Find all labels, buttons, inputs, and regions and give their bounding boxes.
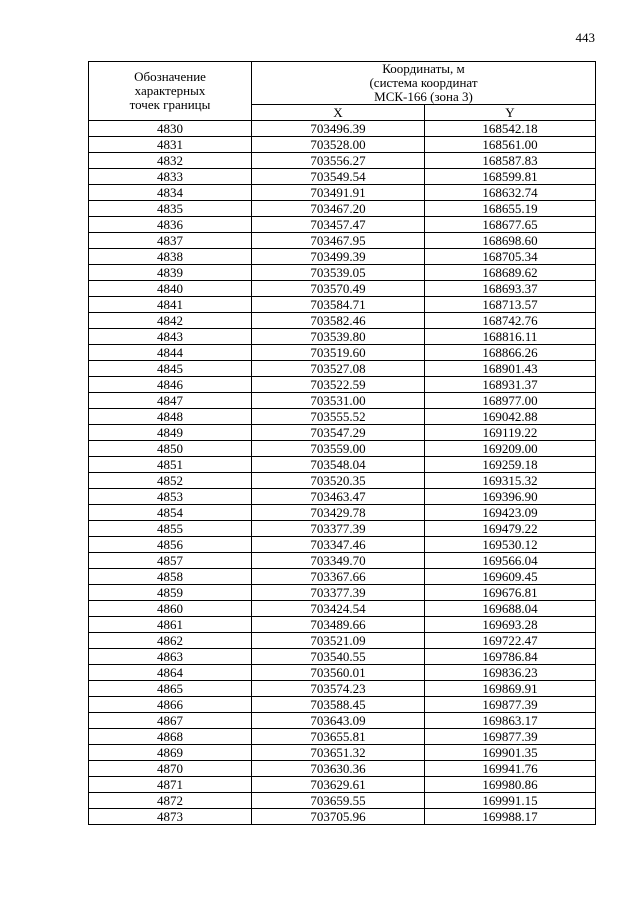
x-coordinate-cell: 703659.55 [252, 793, 425, 809]
point-id-cell: 4830 [89, 121, 252, 137]
y-coordinate-cell: 168677.65 [425, 217, 596, 233]
x-coordinate-cell: 703527.08 [252, 361, 425, 377]
table-row [89, 121, 596, 137]
point-id-cell: 4833 [89, 169, 252, 185]
y-coordinate-cell: 169988.17 [425, 809, 596, 825]
point-id-cell: 4849 [89, 425, 252, 441]
table-row [89, 809, 596, 825]
x-coordinate-cell: 703347.46 [252, 537, 425, 553]
point-id-cell: 4842 [89, 313, 252, 329]
x-coordinate-cell: 703521.09 [252, 633, 425, 649]
x-coordinate-cell: 703467.95 [252, 233, 425, 249]
point-id-cell: 4859 [89, 585, 252, 601]
x-coordinate-cell: 703424.54 [252, 601, 425, 617]
table-row [89, 601, 596, 617]
y-coordinate-cell: 169119.22 [425, 425, 596, 441]
y-coordinate-cell: 169722.47 [425, 633, 596, 649]
point-id-cell: 4871 [89, 777, 252, 793]
point-id-cell: 4837 [89, 233, 252, 249]
table-row [89, 473, 596, 489]
point-id-cell: 4855 [89, 521, 252, 537]
point-id-cell: 4861 [89, 617, 252, 633]
point-id-cell: 4870 [89, 761, 252, 777]
point-id-cell: 4843 [89, 329, 252, 345]
x-coordinate-cell: 703651.32 [252, 745, 425, 761]
table-row [89, 377, 596, 393]
table-row [89, 537, 596, 553]
point-id-cell: 4847 [89, 393, 252, 409]
y-coordinate-cell: 169315.32 [425, 473, 596, 489]
y-coordinate-cell: 169209.00 [425, 441, 596, 457]
point-id-cell: 4835 [89, 201, 252, 217]
x-coordinate-cell: 703582.46 [252, 313, 425, 329]
x-column-header: X [252, 105, 425, 121]
point-id-cell: 4867 [89, 713, 252, 729]
y-coordinate-cell: 168698.60 [425, 233, 596, 249]
y-coordinate-cell: 169869.91 [425, 681, 596, 697]
y-coordinate-cell: 169877.39 [425, 729, 596, 745]
point-id-cell: 4845 [89, 361, 252, 377]
x-coordinate-cell: 703630.36 [252, 761, 425, 777]
y-coordinate-cell: 169042.88 [425, 409, 596, 425]
x-coordinate-cell: 703377.39 [252, 521, 425, 537]
point-id-cell: 4866 [89, 697, 252, 713]
x-coordinate-cell: 703547.29 [252, 425, 425, 441]
point-id-cell: 4850 [89, 441, 252, 457]
table-row [89, 249, 596, 265]
point-id-cell: 4838 [89, 249, 252, 265]
point-id-cell: 4844 [89, 345, 252, 361]
coordinates-header [252, 62, 596, 105]
y-coordinate-cell: 169863.17 [425, 713, 596, 729]
point-id-cell: 4841 [89, 297, 252, 313]
point-id-cell: 4869 [89, 745, 252, 761]
table-row [89, 585, 596, 601]
table-row [89, 281, 596, 297]
table-row [89, 457, 596, 473]
y-coordinate-cell: 168742.76 [425, 313, 596, 329]
table-row [89, 441, 596, 457]
x-coordinate-cell: 703522.59 [252, 377, 425, 393]
point-id-cell: 4860 [89, 601, 252, 617]
table-row [89, 217, 596, 233]
table-row [89, 297, 596, 313]
page-number: 443 [575, 30, 595, 45]
x-coordinate-cell: 703588.45 [252, 697, 425, 713]
table-row [89, 361, 596, 377]
table-row [89, 329, 596, 345]
y-coordinate-cell: 169259.18 [425, 457, 596, 473]
table-row [89, 137, 596, 153]
y-coordinate-cell: 169693.28 [425, 617, 596, 633]
table-row [89, 201, 596, 217]
point-id-cell: 4858 [89, 569, 252, 585]
x-coordinate-cell: 703491.91 [252, 185, 425, 201]
y-coordinate-cell: 169786.84 [425, 649, 596, 665]
y-coordinate-cell: 168587.83 [425, 153, 596, 169]
table-row [89, 793, 596, 809]
x-coordinate-cell: 703349.70 [252, 553, 425, 569]
table-row [89, 185, 596, 201]
x-coordinate-cell: 703520.35 [252, 473, 425, 489]
x-coordinate-cell: 703559.00 [252, 441, 425, 457]
point-id-cell: 4862 [89, 633, 252, 649]
x-coordinate-cell: 703643.09 [252, 713, 425, 729]
point-id-cell: 4873 [89, 809, 252, 825]
coords-header-line: Координаты, м [382, 61, 465, 76]
table-row [89, 153, 596, 169]
y-coordinate-cell: 168655.19 [425, 201, 596, 217]
x-coordinate-cell: 703499.39 [252, 249, 425, 265]
y-coordinate-cell: 169836.23 [425, 665, 596, 681]
point-header-line: характерных [134, 83, 206, 98]
table-row [89, 681, 596, 697]
y-coordinate-cell: 169901.35 [425, 745, 596, 761]
y-coordinate-cell: 168931.37 [425, 377, 596, 393]
table-row [89, 345, 596, 361]
x-coordinate-cell: 703548.04 [252, 457, 425, 473]
x-coordinate-cell: 703467.20 [252, 201, 425, 217]
point-id-cell: 4856 [89, 537, 252, 553]
x-coordinate-cell: 703549.54 [252, 169, 425, 185]
table-row [89, 313, 596, 329]
table-row [89, 633, 596, 649]
point-id-cell: 4854 [89, 505, 252, 521]
x-coordinate-cell: 703560.01 [252, 665, 425, 681]
y-coordinate-cell: 168705.34 [425, 249, 596, 265]
x-coordinate-cell: 703367.66 [252, 569, 425, 585]
x-coordinate-cell: 703531.00 [252, 393, 425, 409]
point-designation-header [89, 62, 252, 121]
point-id-cell: 4839 [89, 265, 252, 281]
x-coordinate-cell: 703584.71 [252, 297, 425, 313]
x-coordinate-cell: 703429.78 [252, 505, 425, 521]
x-coordinate-cell: 703556.27 [252, 153, 425, 169]
y-column-header: Y [425, 105, 596, 121]
y-coordinate-cell: 168816.11 [425, 329, 596, 345]
x-coordinate-cell: 703629.61 [252, 777, 425, 793]
y-coordinate-cell: 168713.57 [425, 297, 596, 313]
y-coordinate-cell: 169676.81 [425, 585, 596, 601]
point-id-cell: 4865 [89, 681, 252, 697]
y-coordinate-cell: 169479.22 [425, 521, 596, 537]
point-id-cell: 4832 [89, 153, 252, 169]
y-coordinate-cell: 168693.37 [425, 281, 596, 297]
y-coordinate-cell: 168977.00 [425, 393, 596, 409]
table-row [89, 489, 596, 505]
table-row [89, 713, 596, 729]
x-coordinate-cell: 703655.81 [252, 729, 425, 745]
point-id-cell: 4872 [89, 793, 252, 809]
coords-header-line: (система координат [369, 75, 478, 90]
y-coordinate-cell: 168866.26 [425, 345, 596, 361]
y-coordinate-cell: 169566.04 [425, 553, 596, 569]
coords-header-line: МСК-166 (зона 3) [374, 89, 473, 104]
x-coordinate-cell: 703519.60 [252, 345, 425, 361]
table-row [89, 617, 596, 633]
x-coordinate-cell: 703574.23 [252, 681, 425, 697]
point-id-cell: 4846 [89, 377, 252, 393]
y-coordinate-cell: 168542.18 [425, 121, 596, 137]
x-coordinate-cell: 703540.55 [252, 649, 425, 665]
y-coordinate-cell: 168901.43 [425, 361, 596, 377]
point-id-cell: 4863 [89, 649, 252, 665]
coordinates-table [88, 61, 596, 825]
table-row [89, 505, 596, 521]
x-coordinate-cell: 703555.52 [252, 409, 425, 425]
table-row [89, 265, 596, 281]
point-id-cell: 4852 [89, 473, 252, 489]
point-id-cell: 4853 [89, 489, 252, 505]
table-row [89, 393, 596, 409]
table-row [89, 697, 596, 713]
y-coordinate-cell: 169980.86 [425, 777, 596, 793]
table-row [89, 761, 596, 777]
table-row [89, 553, 596, 569]
table-row [89, 569, 596, 585]
y-coordinate-cell: 169688.04 [425, 601, 596, 617]
table-row [89, 649, 596, 665]
point-id-cell: 4851 [89, 457, 252, 473]
table-row [89, 169, 596, 185]
table-row [89, 745, 596, 761]
y-coordinate-cell: 168632.74 [425, 185, 596, 201]
x-coordinate-cell: 703496.39 [252, 121, 425, 137]
point-id-cell: 4868 [89, 729, 252, 745]
y-coordinate-cell: 169423.09 [425, 505, 596, 521]
x-coordinate-cell: 703377.39 [252, 585, 425, 601]
x-coordinate-cell: 703489.66 [252, 617, 425, 633]
table-row [89, 665, 596, 681]
table-body [89, 121, 596, 825]
table-row [89, 409, 596, 425]
table-row [89, 729, 596, 745]
x-coordinate-cell: 703539.05 [252, 265, 425, 281]
x-coordinate-cell: 703539.80 [252, 329, 425, 345]
y-coordinate-cell: 168689.62 [425, 265, 596, 281]
point-header-line: Обозначение [134, 69, 206, 84]
y-coordinate-cell: 168561.00 [425, 137, 596, 153]
x-coordinate-cell: 703570.49 [252, 281, 425, 297]
point-header-line: точек границы [129, 97, 211, 112]
point-id-cell: 4864 [89, 665, 252, 681]
point-id-cell: 4836 [89, 217, 252, 233]
point-id-cell: 4831 [89, 137, 252, 153]
y-coordinate-cell: 168599.81 [425, 169, 596, 185]
x-coordinate-cell: 703457.47 [252, 217, 425, 233]
y-coordinate-cell: 169609.45 [425, 569, 596, 585]
x-coordinate-cell: 703463.47 [252, 489, 425, 505]
table-row [89, 521, 596, 537]
point-id-cell: 4834 [89, 185, 252, 201]
point-id-cell: 4857 [89, 553, 252, 569]
y-coordinate-cell: 169530.12 [425, 537, 596, 553]
x-coordinate-cell: 703528.00 [252, 137, 425, 153]
y-coordinate-cell: 169396.90 [425, 489, 596, 505]
y-coordinate-cell: 169877.39 [425, 697, 596, 713]
y-coordinate-cell: 169991.15 [425, 793, 596, 809]
table-row [89, 777, 596, 793]
table-row [89, 233, 596, 249]
point-id-cell: 4840 [89, 281, 252, 297]
point-id-cell: 4848 [89, 409, 252, 425]
y-coordinate-cell: 169941.76 [425, 761, 596, 777]
x-coordinate-cell: 703705.96 [252, 809, 425, 825]
table-row [89, 425, 596, 441]
